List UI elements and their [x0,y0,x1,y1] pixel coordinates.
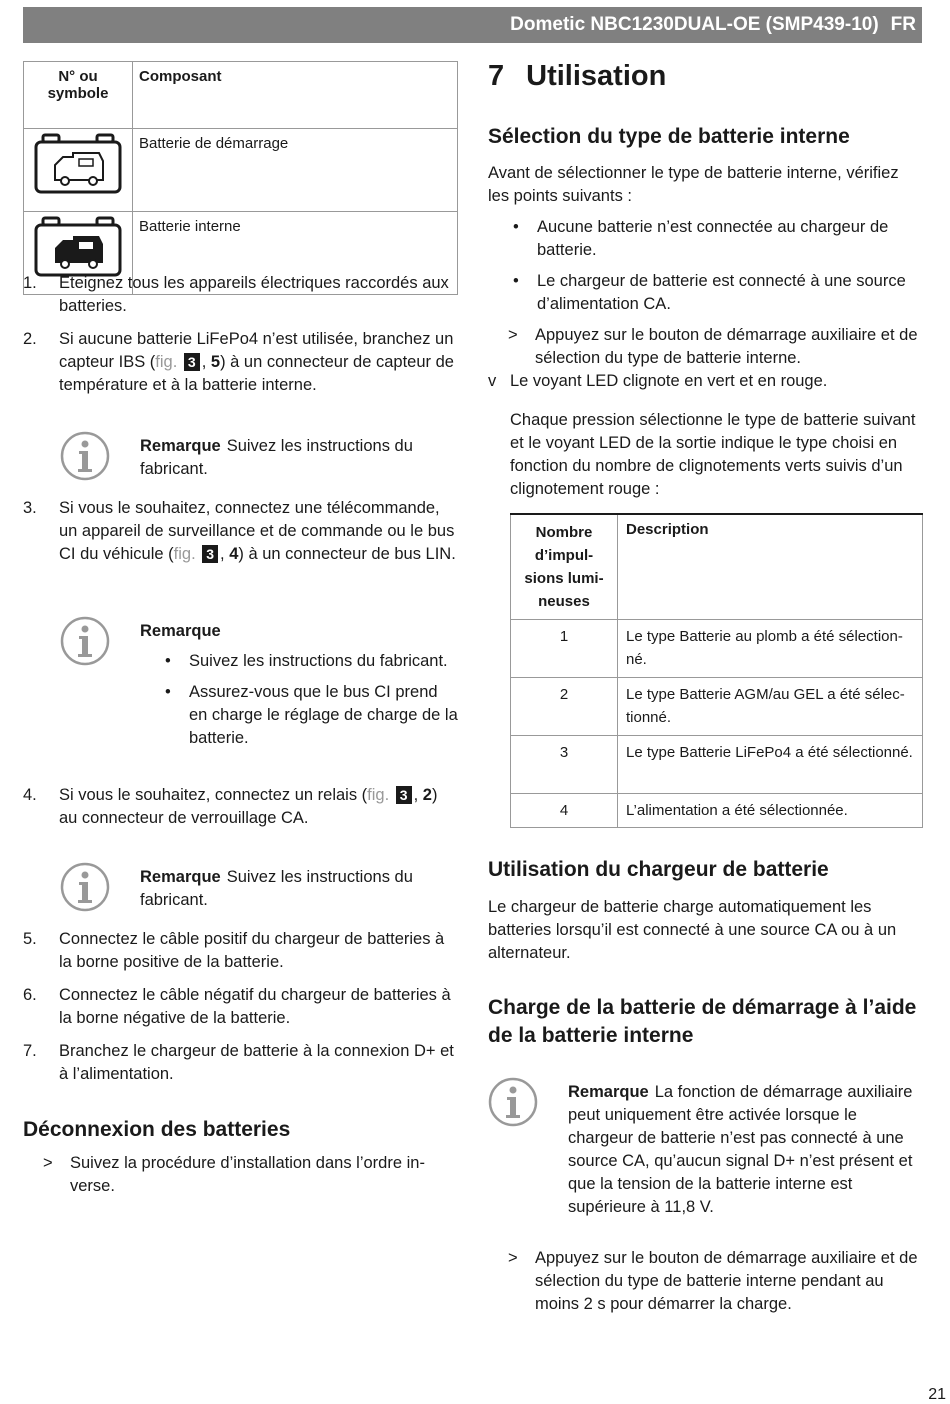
header-title: Dometic NBC1230DUAL-OE (SMP439-10) [510,14,879,35]
boost-heading: Charge de la batterie de démarrage à l’aide de la batterie interne [488,996,917,1047]
step-1: 1. Éteignez tous les appareils électriques raccordés aux batteries. [23,274,449,315]
component-label: Batterie interne [133,212,458,295]
select-paragraph: Chaque pression sélectionne le type de batterie suivant et le voyant LED de la sortie indique le type choisi en fonction du nombre de clignotements verts suivis d’un clignotement rouge : [510,411,916,498]
table-row [24,129,458,212]
disconnect-heading: Déconnexion des batteries [23,1118,291,1141]
component-label: Batterie de démarrage [133,129,458,212]
figure-number-badge: 3 [184,353,200,371]
step-7: 7. Branchez le chargeur de batterie à la connexion D+ et à l’alimentation. [23,1042,454,1083]
table-row: 2 Le type Batterie AGM/au GEL a été sélectionné. [511,678,923,736]
note-1: Remarque Suivez les instructions du fabricant. [60,435,458,481]
info-icon [60,862,110,912]
section-title: 7 Utilisation [488,60,667,92]
select-heading: Sélection du type de batterie interne [488,125,850,148]
note-bullet: • Assurez-vous que le bus CI prend en charge le réglage de charge de la batterie. [162,681,458,750]
table-header-component: Composant [133,62,458,129]
step-3: 3. Si vous le souhaitez, connectez une télécommande, un appareil de surveillance et de commande ou le bus CI du véhicule (fig. 3 , 4) à un connecteur de bus LIN. [23,499,456,563]
table-row: 1 Le type Batterie au plomb a été sélectionné. [511,620,923,678]
select-result: v Le voyant LED clignote en vert et en rouge. [488,372,828,390]
step-2: 2. Si aucune batterie LiFePo4 n’est utilisée, branchez un capteur IBS (fig. 3 , 5) à un connecteur de capteur de température et à la batterie interne. [23,330,454,394]
step-5: 5. Connectez le câble positif du chargeur de batteries à la borne positive de la batterie. [23,930,445,971]
page-number: 21 [928,1386,946,1403]
note-2: Remarque • Suivez les instructions du fabricant. • Assurez-vous que le bus CI prend en charge le réglage de charge de la batterie. [60,620,458,758]
step-4: 4. Si vous le souhaitez, connectez un relais (fig. 3 , 2) au connecteur de verrouillage CA. [23,786,438,827]
table-row: 4 L’alimentation a été sélectionnée. [511,794,923,828]
boost-action: > Appuyez sur le bouton de démarrage auxiliaire et de sélection du type de batterie interne pendant au moins 2 s pour démarrer la charge. [508,1249,918,1313]
figure-reference: fig. [155,353,178,371]
select-intro: Avant de sélectionner le type de batterie interne, vérifiez les points suivants : [488,164,899,205]
table-header-description: Description [618,514,923,620]
info-icon [488,1077,538,1127]
figure-reference: fig. [173,545,196,563]
figure-number-badge: 3 [202,545,218,563]
info-icon [60,616,110,666]
figure-number-badge: 3 [396,786,412,804]
page-header [23,7,922,43]
figure-reference: fig. [367,786,390,804]
component-table [23,61,458,295]
step-6: 6. Connectez le câble négatif du chargeur de batteries à la borne négative de la batterie. [23,986,451,1027]
list-item: • Aucune batterie n’est connectée au chargeur de batterie. [510,216,923,262]
starter-battery-icon [24,129,133,212]
boost-note: Remarque La fonction de démarrage auxiliaire peut uniquement être activée lorsque le chargeur de batterie n’est pas connecté à une source CA, qu’aucun signal D+ n’est présent et que la tension de la batterie interne est supérieure à 11,8 V. [488,1081,923,1219]
list-item: • Le chargeur de batterie est connecté à une source d’alimentation CA. [510,270,923,316]
table-header-pulses: Nombre d’impulsions lumineuses [511,514,618,620]
table-header-symbol: N° ou symbole [24,62,133,129]
info-icon [60,431,110,481]
header-language: FR [890,14,916,35]
select-checklist [510,216,923,324]
use-paragraph: Le chargeur de batterie charge automatiquement les batteries lorsqu’il est connecté à une source CA ou à un alternateur. [488,898,897,962]
note-3: Remarque Suivez les instructions du fabricant. [60,866,458,912]
led-table [510,513,923,828]
use-heading: Utilisation du chargeur de batterie [488,858,829,881]
select-action: > Appuyez sur le bouton de démarrage auxiliaire et de sélection du type de batterie interne. [508,326,918,367]
table-row: 3 Le type Batterie LiFePo4 a été sélectionné. [511,736,923,794]
note-bullet: • Suivez les instructions du fabricant. [162,650,458,673]
disconnect-action: > Suivez la procédure d’installation dans l’ordre inverse. [43,1154,425,1195]
